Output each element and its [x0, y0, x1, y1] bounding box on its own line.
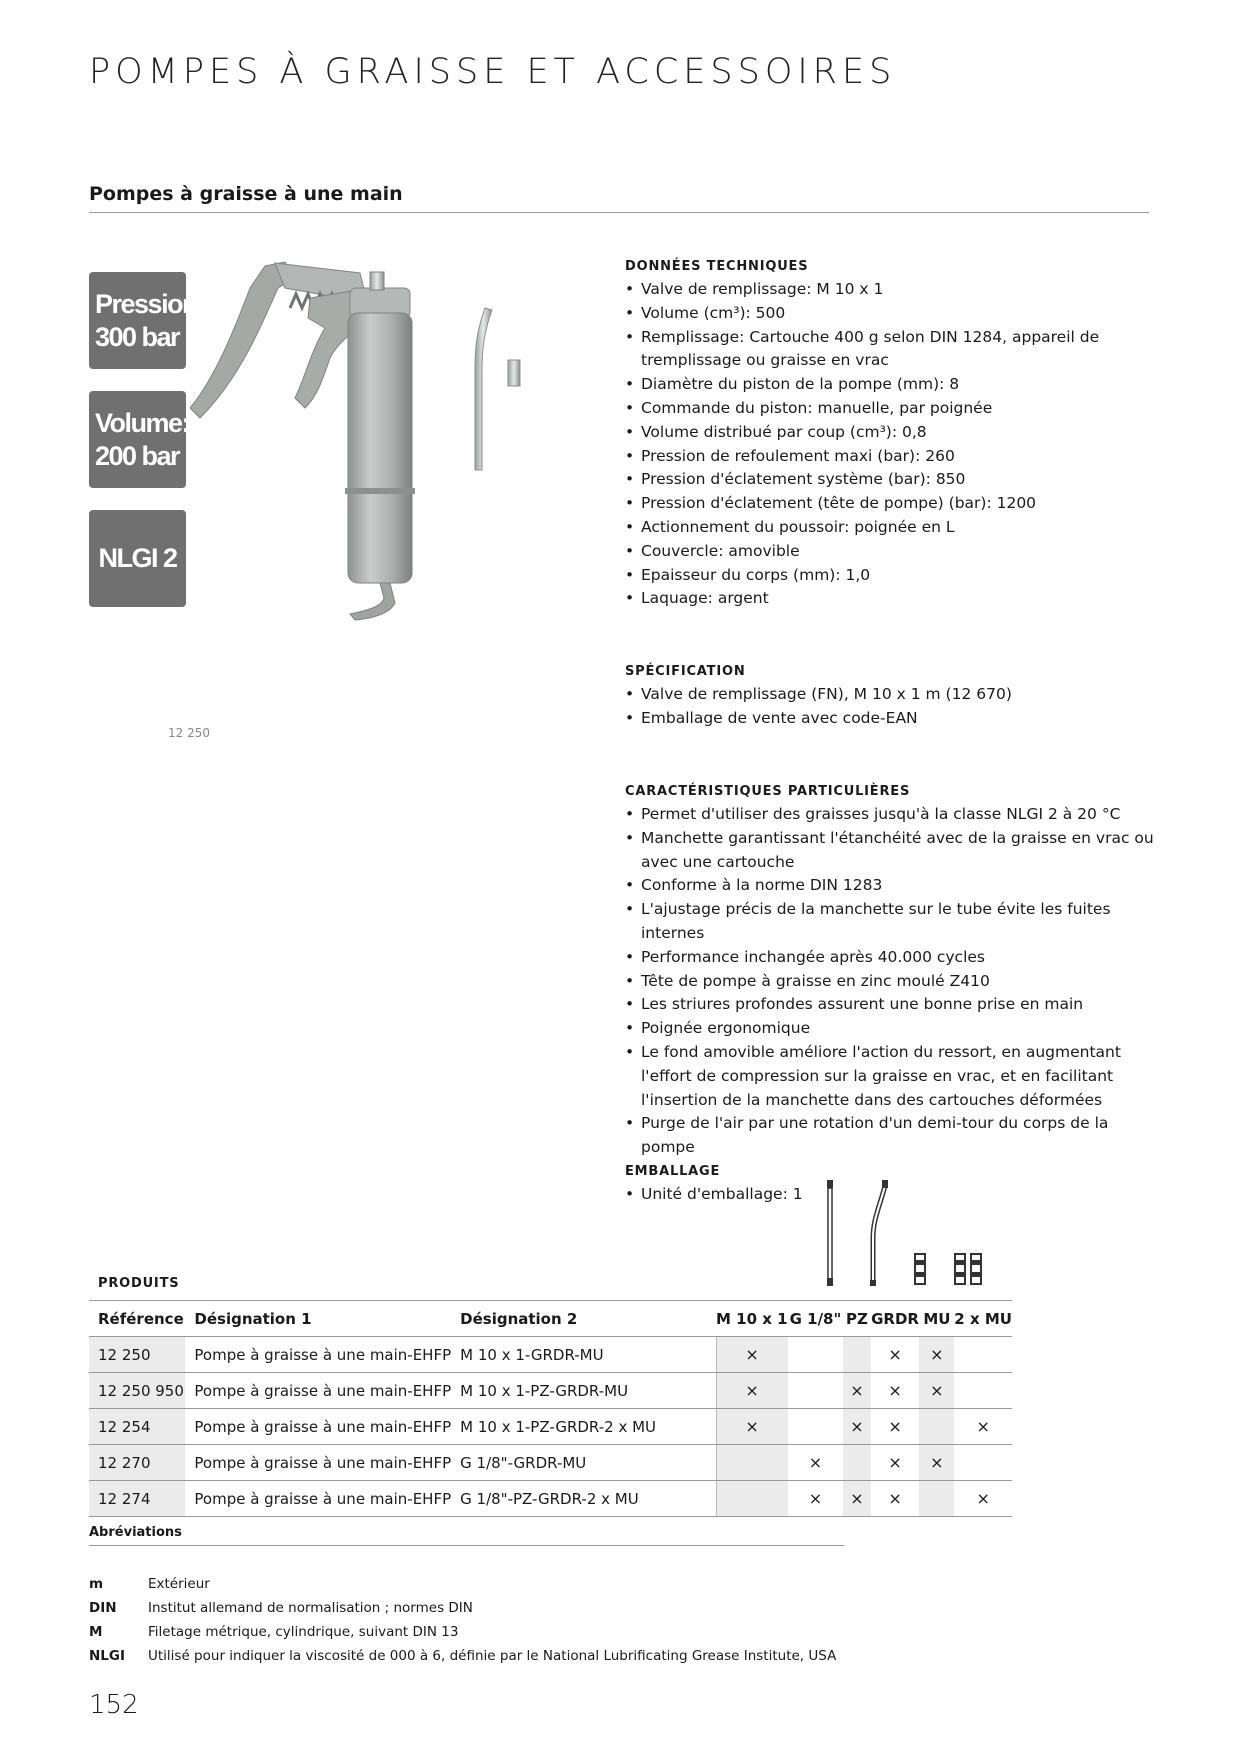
list-item: • Valve de remplissage: M 10 x 1	[625, 278, 1155, 302]
list-item: • Valve de remplissage (FN), M 10 x 1 m (12 670)	[625, 683, 1155, 707]
list-item: • Pression d'éclatement système (bar): 850	[625, 468, 1155, 492]
section-title: Pompes à graisse à une main	[89, 183, 403, 205]
list-item: • Pression de refoulement maxi (bar): 260	[625, 445, 1155, 469]
packaging-section	[625, 1164, 825, 1207]
specification-section	[625, 664, 1155, 731]
list-item: • Laquage: argent	[625, 587, 1155, 611]
page-number: 152	[89, 1690, 139, 1720]
cell-grdr: ×	[871, 1337, 920, 1373]
cell-g18	[788, 1373, 844, 1409]
cell-designation-1: Pompe à graisse à une main-EHFP	[185, 1481, 451, 1517]
volume-label: Volume:	[95, 407, 190, 438]
cell-2xmu: ×	[954, 1481, 1012, 1517]
abbreviations-title: Abréviations	[89, 1525, 182, 1540]
packaging-title: EMBALLAGE	[625, 1164, 721, 1179]
features-title: CARACTÉRISTIQUES PARTICULIÈRES	[625, 784, 911, 799]
cell-mu	[919, 1481, 954, 1517]
cell-m10: ×	[716, 1409, 788, 1445]
products-label: PRODUITS	[98, 1276, 180, 1291]
list-item: • Couvercle: amovible	[625, 540, 1155, 564]
products-table	[89, 1300, 1012, 1517]
cell-ref: 12 274	[89, 1481, 185, 1517]
list-item: • Tête de pompe à graisse en zinc moulé Z410	[625, 970, 1155, 994]
abbreviation-value: Extérieur	[148, 1576, 210, 1592]
volume-value: 200 bar	[95, 440, 180, 471]
cell-designation-1: Pompe à graisse à une main-EHFP	[185, 1445, 451, 1481]
table-row	[89, 1337, 1012, 1373]
abbreviations-divider	[89, 1545, 844, 1546]
cell-designation-2: M 10 x 1-GRDR-MU	[451, 1337, 716, 1373]
cell-pz: ×	[843, 1373, 870, 1409]
table-row	[89, 1481, 1012, 1517]
features-list	[625, 803, 1155, 1160]
list-item	[89, 1644, 836, 1668]
volume-badge	[89, 391, 190, 488]
col-header-mu: MU	[919, 1301, 954, 1337]
cell-m10: ×	[716, 1373, 788, 1409]
cell-designation-1: Pompe à graisse à une main-EHFP	[185, 1337, 451, 1373]
nlgi-badge	[89, 510, 186, 607]
table-header-row	[89, 1301, 1012, 1337]
list-item: • Permet d'utiliser des graisses jusqu'à la classe NLGI 2 à 20 °C	[625, 803, 1155, 827]
cell-pz: ×	[843, 1409, 870, 1445]
bent-tube-icon	[870, 1180, 888, 1286]
pressure-value: 300 bar	[95, 321, 180, 352]
list-item: • Pression d'éclatement (tête de pompe) (bar): 1200	[625, 492, 1155, 516]
list-item: • Actionnement du poussoir: poignée en L	[625, 516, 1155, 540]
list-item: • L'ajustage précis de la manchette sur le tube évite les fuites internes	[625, 898, 1155, 946]
section-divider	[89, 212, 1149, 213]
cell-designation-2: G 1/8"-GRDR-MU	[451, 1445, 716, 1481]
cell-2xmu	[954, 1373, 1012, 1409]
tech-data-title: DONNÉES TECHNIQUES	[625, 259, 809, 274]
table-row	[89, 1373, 1012, 1409]
cell-2xmu	[954, 1445, 1012, 1481]
col-header-designation-2: Désignation 2	[451, 1301, 716, 1337]
page-title: POMPES À GRAISSE ET ACCESSOIRES	[89, 52, 897, 92]
straight-tube-icon	[827, 1180, 833, 1286]
specification-list	[625, 683, 1155, 731]
accessory-icons	[815, 1178, 1015, 1290]
table-row	[89, 1409, 1012, 1445]
packaging-list	[625, 1183, 825, 1207]
cell-pz	[843, 1445, 870, 1481]
cell-m10	[716, 1481, 788, 1517]
photo-caption: 12 250	[168, 726, 210, 740]
double-coupler-icon	[955, 1254, 981, 1284]
list-item: • Commande du piston: manuelle, par poignée	[625, 397, 1155, 421]
col-header-pz: PZ	[843, 1301, 870, 1337]
abbreviation-key: NLGI	[89, 1648, 126, 1664]
cell-ref: 12 254	[89, 1409, 185, 1445]
list-item: • Emballage de vente avec code-EAN	[625, 707, 1155, 731]
list-item: • Volume distribué par coup (cm³): 0,8	[625, 421, 1155, 445]
pressure-badge	[89, 272, 205, 369]
grease-gun-image	[190, 258, 560, 668]
cell-ref: 12 250	[89, 1337, 185, 1373]
cell-grdr: ×	[871, 1445, 920, 1481]
list-item: • Le fond amovible améliore l'action du ressort, en augmentant l'effort de compression sur la graisse en vrac, et en facilitant l'insertion de la manchette dans des cartouches déformées	[625, 1041, 1155, 1112]
specification-title: SPÉCIFICATION	[625, 664, 746, 679]
nlgi-value: NLGI 2	[98, 543, 177, 573]
cell-designation-1: Pompe à graisse à une main-EHFP	[185, 1409, 451, 1445]
list-item: • Remplissage: Cartouche 400 g selon DIN 1284, appareil de tremplissage ou graisse en vrac	[625, 326, 1155, 374]
abbreviation-value: Institut allemand de normalisation ; normes DIN	[148, 1600, 473, 1616]
cell-g18	[788, 1337, 844, 1373]
cell-pz	[843, 1337, 870, 1373]
list-item: • Poignée ergonomique	[625, 1017, 1155, 1041]
cell-g18	[788, 1409, 844, 1445]
col-header-ref: Référence	[89, 1301, 185, 1337]
cell-grdr: ×	[871, 1373, 920, 1409]
pressure-label: Pression:	[95, 288, 205, 319]
cell-m10: ×	[716, 1337, 788, 1373]
list-item: • Les striures profondes assurent une bonne prise en main	[625, 993, 1155, 1017]
cell-m10	[716, 1445, 788, 1481]
abbreviation-value: Filetage métrique, cylindrique, suivant DIN 13	[148, 1624, 459, 1640]
cell-2xmu	[954, 1337, 1012, 1373]
col-header-2xmu: 2 x MU	[954, 1301, 1012, 1337]
col-header-designation-1: Désignation 1	[185, 1301, 451, 1337]
col-header-g18: G 1/8"	[788, 1301, 844, 1337]
coupler-icon	[915, 1254, 925, 1284]
abbreviation-key: DIN	[89, 1600, 117, 1616]
col-header-grdr: GRDR	[871, 1301, 920, 1337]
tech-data-section	[625, 259, 1155, 611]
cell-grdr: ×	[871, 1409, 920, 1445]
cell-grdr: ×	[871, 1481, 920, 1517]
cell-g18: ×	[788, 1481, 844, 1517]
list-item: • Epaisseur du corps (mm): 1,0	[625, 564, 1155, 588]
cell-designation-2: M 10 x 1-PZ-GRDR-MU	[451, 1373, 716, 1409]
abbreviations-list	[89, 1572, 836, 1668]
col-header-m10: M 10 x 1	[716, 1301, 788, 1337]
list-item: • Manchette garantissant l'étanchéité avec de la graisse en vrac ou avec une cartouche	[625, 827, 1155, 875]
cell-2xmu: ×	[954, 1409, 1012, 1445]
list-item: • Unité d'emballage: 1	[625, 1183, 825, 1207]
list-item	[89, 1572, 836, 1596]
cell-ref: 12 250 950	[89, 1373, 185, 1409]
cell-ref: 12 270	[89, 1445, 185, 1481]
cell-g18: ×	[788, 1445, 844, 1481]
cell-mu: ×	[919, 1373, 954, 1409]
cell-mu: ×	[919, 1337, 954, 1373]
abbreviation-key: m	[89, 1576, 104, 1592]
cell-pz: ×	[843, 1481, 870, 1517]
features-section	[625, 784, 1155, 1160]
table-row	[89, 1445, 1012, 1481]
abbreviation-key: M	[89, 1624, 103, 1640]
list-item	[89, 1620, 836, 1644]
cell-designation-1: Pompe à graisse à une main-EHFP	[185, 1373, 451, 1409]
list-item: • Diamètre du piston de la pompe (mm): 8	[625, 373, 1155, 397]
list-item: • Conforme à la norme DIN 1283	[625, 874, 1155, 898]
list-item	[89, 1596, 836, 1620]
list-item: • Volume (cm³): 500	[625, 302, 1155, 326]
tech-data-list	[625, 278, 1155, 611]
cell-mu: ×	[919, 1445, 954, 1481]
list-item: • Performance inchangée après 40.000 cycles	[625, 946, 1155, 970]
cell-designation-2: M 10 x 1-PZ-GRDR-2 x MU	[451, 1409, 716, 1445]
cell-mu	[919, 1409, 954, 1445]
abbreviation-value: Utilisé pour indiquer la viscosité de 000 à 6, définie par le National Lubrificating Grease Institute, USA	[148, 1648, 837, 1664]
list-item: • Purge de l'air par une rotation d'un demi-tour du corps de la pompe	[625, 1112, 1155, 1160]
cell-designation-2: G 1/8"-PZ-GRDR-2 x MU	[451, 1481, 716, 1517]
